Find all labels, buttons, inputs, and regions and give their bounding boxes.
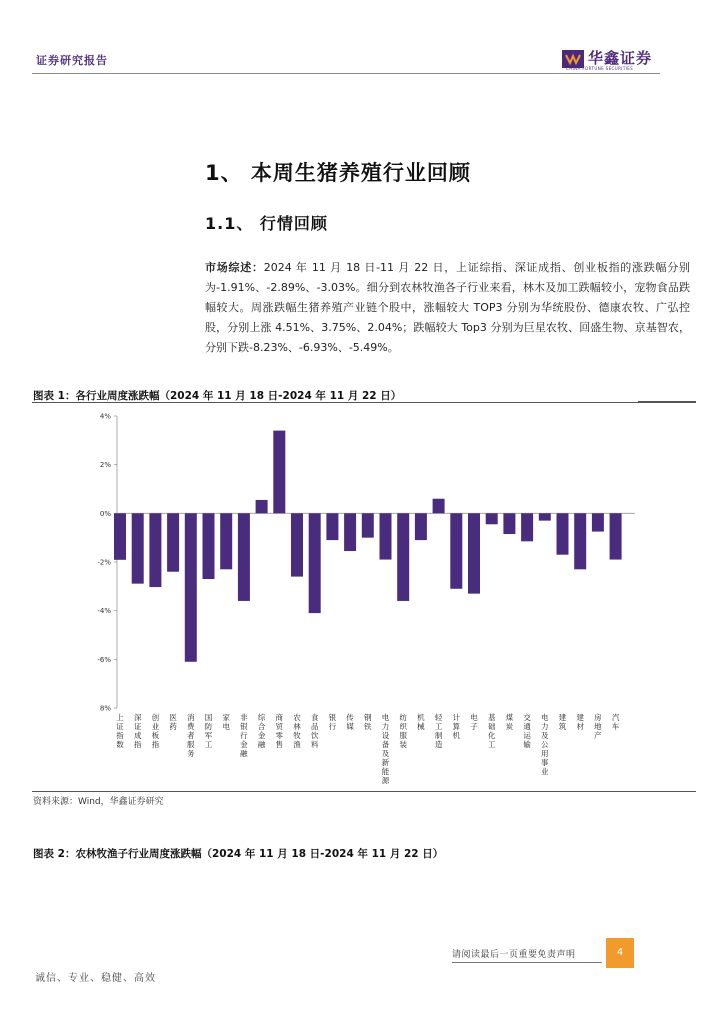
figure-1-bottom-rule bbox=[32, 791, 696, 792]
y-tick-label: 8% bbox=[99, 704, 111, 713]
bar-series bbox=[114, 431, 622, 662]
bar bbox=[220, 513, 232, 569]
category-label: 上证指数 bbox=[116, 713, 124, 749]
bar bbox=[149, 513, 161, 587]
category-label: 消费者服务 bbox=[187, 713, 195, 758]
bar bbox=[610, 513, 622, 559]
figure-1-top-rule bbox=[32, 402, 696, 403]
paragraph-text: 2024 年 11 月 18 日-11 月 22 日，上证综指、深证成指、创业板指的涨跌幅分别为-1.91%、-2.89%、-3.03%。细分到农林牧渔各子行业来看，林木及加工跌幅较小，宠物食品跌幅较大。周涨跌幅生猪养殖产业链个股中，涨幅较大 TOP3 分别为华统股份、德康农牧、广弘控股，分别上涨 4.51%、3.75%、2.04%；跌幅较大 Top3 分别为巨星农牧、回盛生物、京基智农，分别下跌-8.23%、-6.93%、-5.49%。 bbox=[205, 261, 690, 354]
disclaimer-note: 请阅读最后一页重要免责声明 bbox=[452, 950, 576, 960]
category-label: 银行 bbox=[328, 713, 337, 731]
figure-2-title: 图表 2：农林牧渔子行业周度涨跌幅（2024 年 11 月 18 日-2024 年 11 月 22 日） bbox=[33, 848, 444, 860]
bar bbox=[521, 513, 533, 541]
category-label: 家电 bbox=[222, 713, 230, 731]
category-label: 商贸零售 bbox=[275, 713, 284, 749]
figure-1-title: 图表 1：各行业周度涨跌幅（2024 年 11 月 18 日-2024 年 11 月 22 日） bbox=[33, 390, 402, 402]
bar bbox=[557, 513, 569, 554]
category-label: 农林牧渔 bbox=[293, 713, 301, 749]
bar bbox=[114, 513, 126, 559]
bar bbox=[539, 513, 551, 520]
category-label: 基础化工 bbox=[487, 713, 496, 749]
category-label: 食品饮料 bbox=[310, 713, 319, 749]
category-label: 非银行金融 bbox=[240, 713, 248, 758]
subsection-title: 1.1、 行情回顾 bbox=[205, 214, 328, 233]
y-tick-label: 2% bbox=[99, 461, 111, 470]
y-tick-label: -4% bbox=[97, 607, 111, 616]
bar bbox=[592, 513, 604, 531]
category-label: 交通运输 bbox=[523, 713, 531, 749]
report-type-label: 证券研究报告 bbox=[36, 54, 108, 67]
category-label: 轻工制造 bbox=[434, 713, 443, 749]
disclaimer-rule bbox=[452, 962, 602, 963]
y-tick-label: -2% bbox=[97, 558, 111, 567]
bar bbox=[380, 513, 392, 559]
industry-weekly-change-chart bbox=[80, 408, 660, 785]
bar bbox=[362, 513, 374, 537]
bar bbox=[450, 513, 462, 588]
category-label: 电力设备及新能源 bbox=[381, 713, 390, 785]
market-summary-paragraph bbox=[205, 258, 690, 358]
paragraph-lead: 市场综述： bbox=[205, 261, 264, 274]
figure-1-source: 资料来源：Wind，华鑫证券研究 bbox=[33, 797, 164, 807]
category-label: 煤炭 bbox=[505, 713, 514, 731]
y-tick-label: -6% bbox=[97, 655, 111, 664]
bar bbox=[468, 513, 480, 593]
category-label: 计算机 bbox=[452, 713, 461, 740]
bar bbox=[433, 499, 445, 514]
category-label: 传媒 bbox=[346, 713, 354, 731]
bar bbox=[273, 431, 285, 514]
bar bbox=[574, 513, 586, 569]
category-label: 机械 bbox=[417, 713, 425, 731]
bar bbox=[203, 513, 215, 579]
bar bbox=[167, 513, 179, 571]
category-label: 创业板指 bbox=[151, 713, 160, 749]
category-label: 汽车 bbox=[611, 713, 620, 731]
bar bbox=[397, 513, 409, 601]
bar bbox=[309, 513, 321, 613]
bar bbox=[291, 513, 303, 576]
figure-1-top-rule-accent bbox=[638, 401, 696, 403]
category-label: 钢铁 bbox=[364, 713, 372, 731]
bar bbox=[415, 513, 427, 540]
page-number-badge: 4 bbox=[606, 938, 634, 968]
header-divider bbox=[32, 73, 660, 74]
bar bbox=[238, 513, 250, 601]
section-title: 1、 本周生猪养殖行业回顾 bbox=[205, 161, 471, 185]
category-label: 国防军工 bbox=[204, 713, 213, 749]
category-label: 电力及公用事业 bbox=[541, 713, 549, 776]
category-label: 深证成指 bbox=[133, 713, 142, 749]
bar bbox=[256, 500, 268, 513]
category-label: 房地产 bbox=[594, 713, 602, 740]
category-label: 综合金融 bbox=[257, 713, 266, 749]
bar bbox=[344, 513, 356, 551]
bar bbox=[185, 513, 197, 661]
bar bbox=[503, 513, 515, 534]
footer-slogan: 诚信、专业、稳健、高效 bbox=[35, 973, 156, 984]
y-tick-label: 4% bbox=[99, 412, 111, 421]
category-label: 建材 bbox=[576, 713, 584, 731]
x-axis-categories bbox=[116, 712, 620, 785]
category-label: 电子 bbox=[470, 713, 478, 731]
company-name-cn: 华鑫证券 bbox=[588, 49, 653, 67]
bar bbox=[132, 513, 144, 583]
category-label: 医药 bbox=[169, 713, 177, 731]
y-tick-label: 0% bbox=[99, 509, 111, 518]
bar bbox=[326, 513, 338, 540]
company-name-en: CHINA FORTUNE SECURITIES bbox=[566, 66, 634, 71]
bar bbox=[486, 513, 498, 524]
category-label: 纺织服装 bbox=[399, 713, 407, 749]
category-label: 建筑 bbox=[558, 713, 567, 731]
